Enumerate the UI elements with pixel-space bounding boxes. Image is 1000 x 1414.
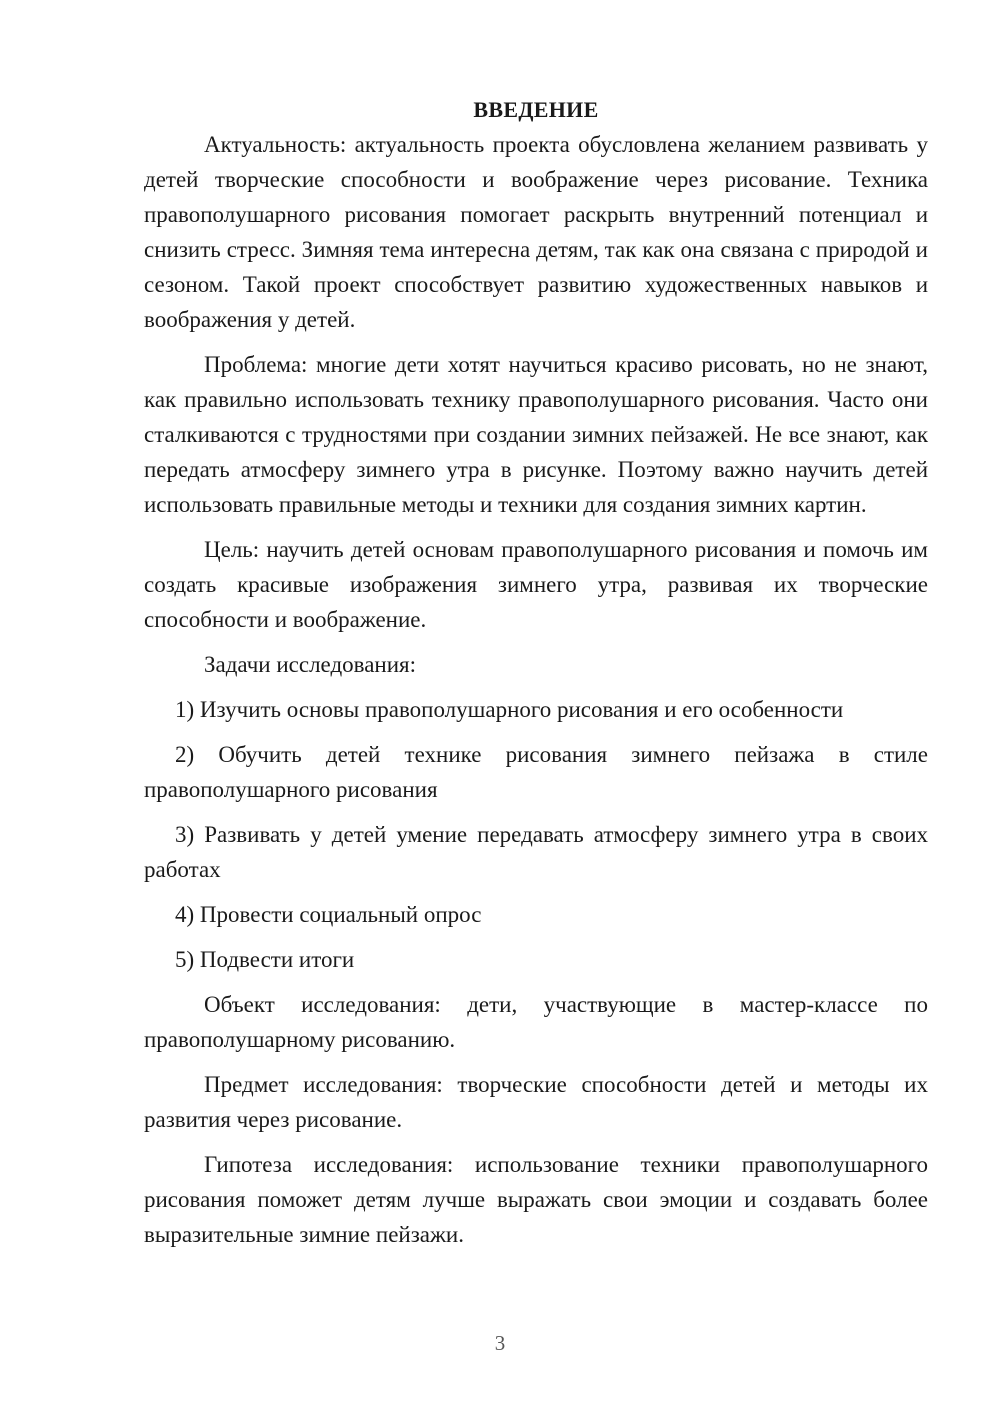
paragraph-subject: Предмет исследования: творческие способности детей и методы их развития через рисование. [144,1072,928,1132]
paragraph-hypothesis: Гипотеза исследования: использование техники правополушарного рисования поможет детям лучше выражать свои эмоции и создавать более выразительные зимние пейзажи. [144,1152,928,1247]
list-item-task-3: 3) Развивать у детей умение передавать атмосферу зимнего утра в своих работах [144,822,928,882]
page-number: 3 [494,1331,506,1355]
paragraph-tasks-heading: Задачи исследования: [204,652,417,677]
list-item-task-1: 1) Изучить основы правополушарного рисования и его особенности [175,697,844,722]
page-content [144,92,928,1262]
paragraph-relevance: Актуальность: актуальность проекта обусловлена желанием развивать у детей творческие способности и воображение через рисование. Техника правополушарного рисования помогает раскрыть внутренний потенциал и снизить стресс. Зимняя тема интересна детям, так как она связана с природой и сезоном. Такой проект способствует развитию художественных навыков и воображения у детей. [144,132,928,332]
list-item-task-5: 5) Подвести итоги [175,947,355,972]
list-item-task-4: 4) Провести социальный опрос [175,902,482,927]
paragraph-object: Объект исследования: дети, участвующие в мастер-классе по правополушарному рисованию. [144,992,928,1052]
paragraph-goal: Цель: научить детей основам правополушарного рисования и помочь им создать красивые изображения зимнего утра, развивая их творческие способности и воображение. [144,537,928,632]
paragraph-problem: Проблема: многие дети хотят научиться красиво рисовать, но не знают, как правильно использовать технику правополушарного рисования. Часто они сталкиваются с трудностями при создании зимних пейзажей. Не все знают, как передать атмосферу зимнего утра в рисунке. Поэтому важно научить детей использовать правильные методы и техники для создания зимних картин. [144,352,928,517]
list-item-task-2: 2) Обучить детей технике рисования зимнего пейзажа в стиле правополушарного рисования [144,742,928,802]
page-title: ВВЕДЕНИЕ [473,97,599,122]
